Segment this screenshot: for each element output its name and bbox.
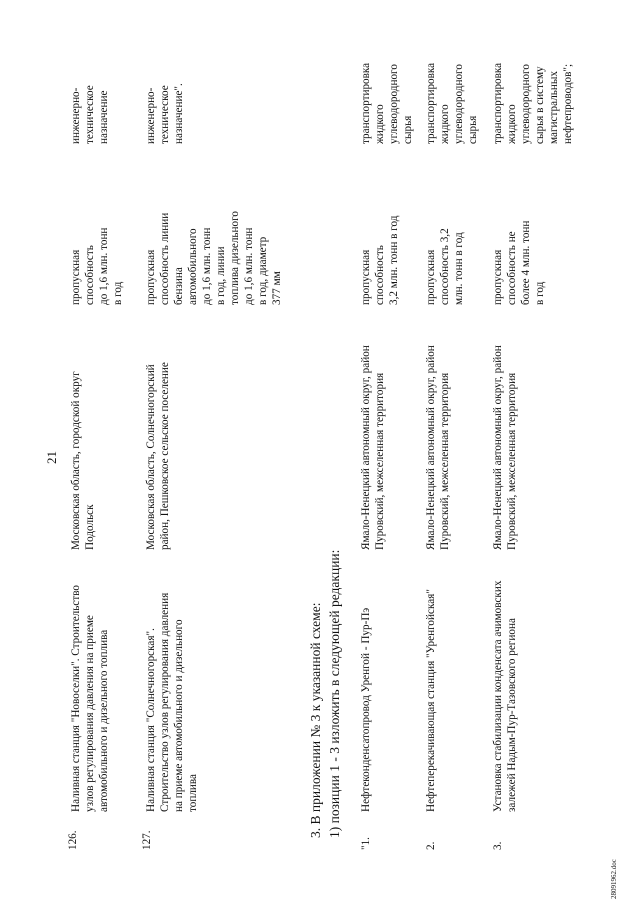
purpose-line: жидкого: [506, 104, 518, 144]
purpose-line: транспортировка: [360, 62, 372, 144]
row-number: 3.: [492, 841, 504, 850]
purpose-line: инженерно-: [70, 87, 82, 144]
parameter-line: млн. тонн в год: [453, 232, 465, 305]
purpose-line: назначение".: [173, 83, 185, 144]
purpose-line: жидкого: [439, 104, 451, 144]
purpose-line: нефтепроводов";: [562, 63, 574, 144]
row-number: "1.: [360, 837, 372, 850]
parameter-line: в год: [112, 281, 124, 305]
section-heading: 3. В приложении № 3 к указанной схеме:: [308, 602, 323, 838]
parameter-line: пропускная: [425, 249, 437, 305]
row-number: 126.: [67, 830, 79, 850]
parameter-line: автомобильного: [187, 228, 199, 305]
location-line: Московская область, городской округ: [70, 371, 82, 550]
parameter-line: в год, диаметр: [257, 236, 269, 305]
parameter-line: пропускная: [145, 249, 157, 305]
location-line: Подольск: [84, 504, 96, 550]
parameter-line: топлива дизельного: [229, 210, 241, 305]
row-number: 2.: [425, 841, 437, 850]
parameter-line: пропускная: [70, 249, 82, 305]
object-name-line: топлива: [187, 774, 199, 812]
parameter-line: в год, линии: [215, 246, 227, 305]
object-name-line: узлов регулирования давления на приеме: [84, 615, 96, 812]
parameter-line: способность: [374, 245, 386, 305]
parameter-line: пропускная: [360, 249, 372, 305]
location-line: Ямало-Ненецкий автономный округ, район: [360, 345, 372, 550]
purpose-line: сырья в систему: [534, 66, 546, 144]
purpose-line: техническое: [159, 85, 171, 144]
purpose-line: сырья: [402, 115, 414, 144]
purpose-line: углеводородного: [520, 64, 532, 144]
purpose-line: жидкого: [374, 104, 386, 144]
parameter-line: 377 мм: [271, 271, 283, 305]
purpose-line: углеводородного: [388, 64, 400, 144]
location-line: Пуровский, межселенная территория: [374, 372, 386, 550]
location-line: Пуровский, межселенная территория: [506, 372, 518, 550]
parameter-line: до 1,6 млн. тонн: [98, 227, 110, 305]
parameter-line: в год: [534, 281, 546, 305]
location-line: Пуровский, межселенная территория: [439, 372, 451, 550]
object-name-line: Установка стабилизации конденсата ачимовских: [492, 580, 504, 812]
parameter-line: до 1,6 млн. тонн: [243, 227, 255, 305]
parameter-line: до 1,6 млн. тонн: [201, 227, 213, 305]
purpose-line: углеводородного: [453, 64, 465, 144]
parameter-line: более 4 млн. тонн: [520, 220, 532, 305]
object-name-line: залежей Надым-Пур-Тазовского региона: [506, 618, 518, 812]
purpose-line: транспортировка: [492, 62, 504, 144]
location-line: Ямало-Ненецкий автономный округ, район: [425, 345, 437, 550]
purpose-line: магистральных: [548, 71, 560, 144]
page-number: 21: [44, 451, 59, 464]
purpose-line: сырья: [467, 115, 479, 144]
purpose-line: инженерно-: [145, 87, 157, 144]
parameter-line: 3,2 млн. тонн в год: [388, 215, 400, 305]
parameter-line: способность: [84, 245, 96, 305]
parameter-line: пропускная: [492, 249, 504, 305]
row-number: 127.: [141, 830, 153, 850]
object-name-line: Нефтеконденсатопровод Уренгой - Пур-Пэ: [360, 607, 372, 812]
parameter-line: бензина: [173, 267, 185, 305]
parameter-line: способность линии: [159, 212, 171, 305]
parameter-line: способность не: [506, 231, 518, 305]
location-line: район, Пешковское сельское поселение: [159, 362, 171, 550]
section-subheading: 1) позиции 1 - 3 изложить в следующей редакции:: [327, 549, 342, 838]
purpose-line: назначение: [98, 90, 110, 144]
purpose-line: транспортировка: [425, 62, 437, 144]
object-name-line: Строительство узлов регулирования давления: [159, 592, 171, 812]
object-name-line: Наливная станция "Новоселки". Строительство: [70, 584, 82, 812]
object-name-line: на приеме автомобильного и дизельного: [173, 619, 185, 812]
footer-file-code: 28091962.doc: [610, 859, 618, 899]
object-name-line: Нефтеперекачивающая станция "Уренгойская": [425, 589, 437, 812]
parameter-line: способность 3,2: [439, 228, 451, 305]
object-name-line: Наливная станция "Солнечногорская".: [145, 628, 157, 812]
object-name-line: автомобильного и дизельного топлива: [98, 629, 110, 812]
location-line: Ямало-Ненецкий автономный округ, район: [492, 345, 504, 550]
purpose-line: техническое: [84, 85, 96, 144]
location-line: Московская область, Солнечногорский: [145, 364, 157, 550]
